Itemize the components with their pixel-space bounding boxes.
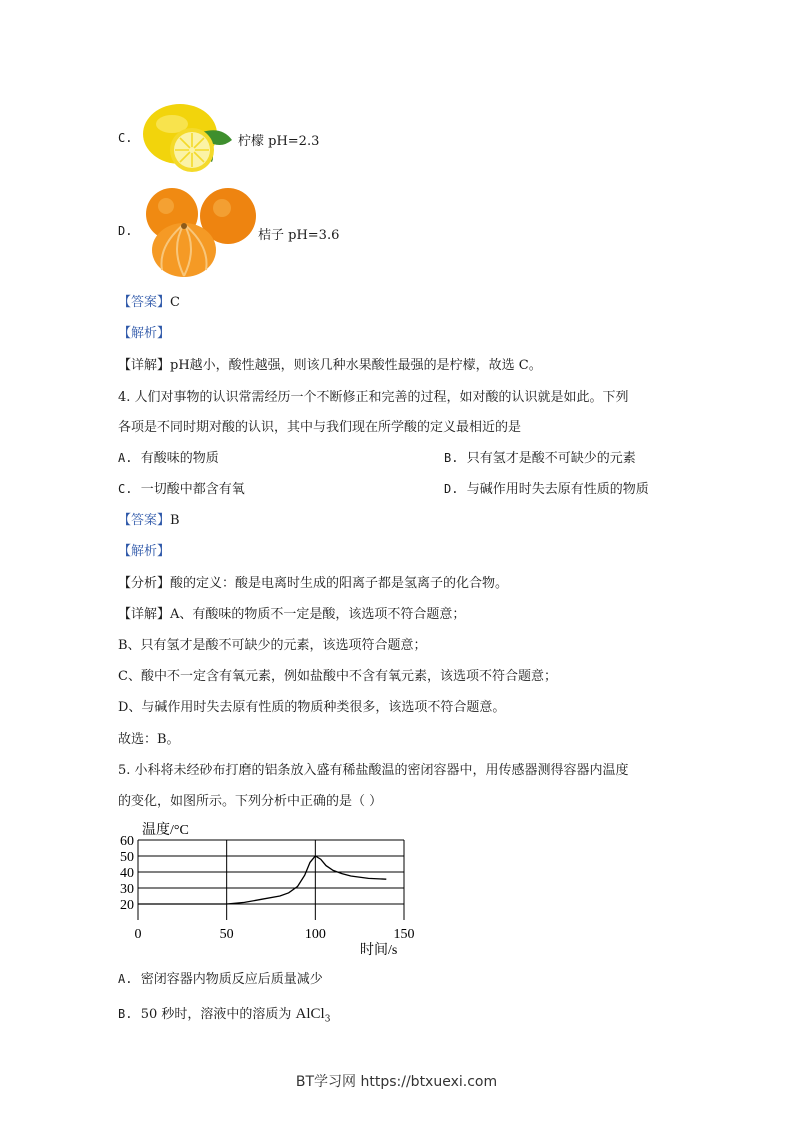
q4-fenxi-line: 【分析】酸的定义：酸是电离时生成的阳离子都是氢离子的化合物。: [118, 576, 509, 591]
option-c-letter: C.: [118, 131, 133, 145]
q4-answer-line: 【答案】B: [118, 513, 180, 528]
q4-stem-line2: 各项是不同时期对酸的认识，其中与我们现在所学酸的定义最相近的是: [118, 420, 522, 435]
q4-detail-d: D、与碱作用时失去原有性质的物质种类很多，该选项不符合题意。: [118, 700, 506, 715]
x-axis-label: 时间/s: [360, 943, 398, 958]
q3-detail-line: [118, 354, 542, 373]
answer-tag: 【答案】: [118, 295, 171, 310]
q4-option-d: D. 与碱作用时失去原有性质的物质: [444, 482, 649, 497]
detail-tag: 【详解】: [118, 358, 171, 373]
x-tick-label: 100: [304, 927, 326, 942]
q4-detail-a: 【详解】A、有酸味的物质不一定是酸，该选项不符合题意；: [118, 607, 466, 622]
x-tick-label: 50: [219, 927, 234, 942]
formula: AlCl: [295, 1006, 325, 1022]
q4-option-c: C. 一切酸中都含有氧: [118, 482, 245, 497]
y-axis-label: 温度/°C: [142, 823, 189, 838]
temperature-chart: [110, 818, 430, 958]
option-c-caption: 柠檬 pH=2.3: [238, 134, 320, 149]
q5-option-a: A. 密闭容器内物质反应后质量减少: [118, 972, 323, 987]
q4-stem-line1: 4. 人们对事物的认识常需经历一个不断修正和完善的过程，如对酸的认识就是如此。下列: [118, 390, 629, 405]
q5-option-b: B. 50 秒时，溶液中的溶质为 AlCl$_3$: [118, 1006, 331, 1025]
q5-stem-line2: 的变化，如图所示。下列分析中正确的是（ ）: [118, 794, 383, 809]
x-tick-label: 150: [393, 927, 415, 942]
y-tick-label: 20: [120, 898, 134, 913]
temperature-series-line: [138, 856, 386, 904]
q4-option-b: B. 只有氢才是酸不可缺少的元素: [444, 451, 636, 466]
q3-analysis-line: [118, 322, 170, 341]
lemon-image: [140, 100, 238, 176]
oranges-image: [140, 186, 258, 278]
q3-answer-line: [118, 291, 180, 310]
x-tick-label: 0: [134, 927, 142, 942]
y-tick-label: 40: [120, 866, 134, 881]
analysis-tag: 【解析】: [118, 326, 171, 341]
y-tick-label: 50: [120, 850, 134, 865]
q4-conclusion: 故选：B。: [118, 732, 180, 747]
q5-stem-line1: 5. 小科将未经砂布打磨的铝条放入盛有稀盐酸温的密闭容器中，用传感器测得容器内温度: [118, 763, 629, 778]
detail-text: pH越小，酸性越强，则该几种水果酸性最强的是柠檬，故选 C。: [170, 358, 542, 373]
q4-detail-c: C、酸中不一定含有氧元素，例如盐酸中不含有氧元素，该选项不符合题意；: [118, 669, 557, 684]
footer-watermark: BT学习网 https://btxuexi.com: [295, 1074, 498, 1090]
option-d-caption: 桔子 pH=3.6: [258, 228, 340, 243]
q4-analysis-line: 【解析】: [118, 544, 171, 559]
option-d-letter: D.: [118, 224, 133, 238]
y-tick-label: 60: [120, 834, 134, 849]
q4-option-a: A. 有酸味的物质: [118, 451, 219, 466]
y-tick-label: 30: [120, 882, 134, 897]
answer-value: C: [170, 295, 180, 310]
q4-detail-b: B、只有氢才是酸不可缺少的元素，该选项符合题意；: [118, 638, 427, 653]
